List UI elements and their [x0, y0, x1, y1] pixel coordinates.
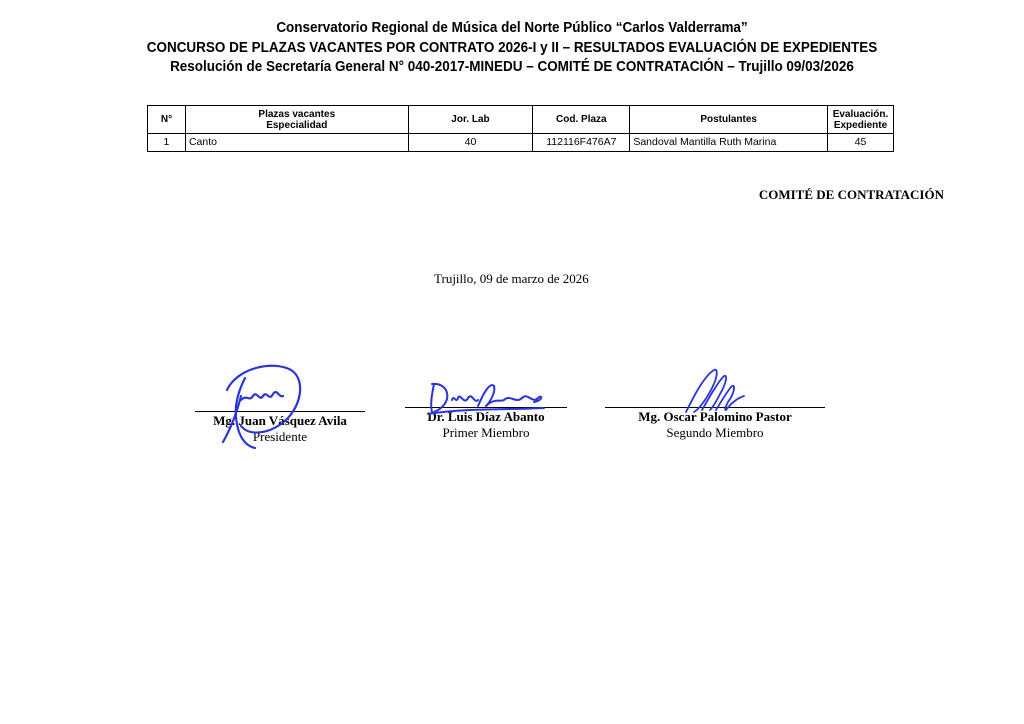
document-header — [0, 19, 1024, 78]
header-evaluacion — [828, 106, 894, 134]
place-date: Trujillo, 09 de marzo de 2026 — [434, 271, 589, 286]
header-evaluacion-line2: Expediente — [833, 119, 888, 131]
header-postulantes: Postulantes — [630, 106, 828, 134]
header-num: N° — [148, 106, 186, 134]
cell-jornada: 40 — [408, 134, 533, 152]
committee-title: COMITÉ DE CONTRATACIÓN — [758, 187, 944, 202]
handwritten-signature-president — [215, 362, 307, 452]
header-plazas — [185, 106, 408, 134]
table-header-row — [148, 106, 894, 134]
cell-num: 1 — [148, 134, 186, 152]
signatory-role: Presidente — [252, 429, 308, 444]
contest-title: CONCURSO DE PLAZAS VACANTES POR CONTRATO 2026-I y II – RESULTADOS EVALUACIÓN DE EXPEDIENTES — [146, 39, 878, 56]
signatory-name: Mg. Juan Vásquez Avila — [213, 413, 347, 428]
signatory-role: Primer Miembro — [442, 425, 530, 440]
resolution-line: Resolución de Secretaría General N° 040-2017-MINEDU – COMITÉ DE CONTRATACIÓN – Trujillo 09/03/2026 — [170, 59, 854, 75]
cell-evaluacion: 45 — [828, 134, 894, 152]
cell-codigo: 112116F476A7 — [533, 134, 630, 152]
header-plazas-line1: Plazas vacantes — [258, 108, 336, 120]
handwritten-signature-second-member — [682, 366, 746, 418]
signatory-name: Mg. Oscar Palomino Pastor — [638, 409, 792, 424]
cell-postulante: Sandoval Mantilla Ruth Marina — [630, 134, 828, 152]
institution-title: Conservatorio Regional de Música del Norte Público “Carlos Valderrama” — [276, 20, 748, 36]
results-table — [147, 105, 894, 152]
header-jornada: Jor. Lab — [408, 106, 533, 134]
header-plazas-line2: Especialidad — [266, 119, 328, 131]
header-codigo: Cod. Plaza — [533, 106, 630, 134]
cell-especialidad: Canto — [185, 134, 408, 152]
handwritten-signature-first-member — [424, 378, 548, 418]
header-evaluacion-line1: Evaluación. — [832, 108, 889, 120]
table-row — [148, 134, 894, 152]
signatory-name: Dr. Luis Díaz Abanto — [427, 409, 545, 424]
signatory-role: Segundo Miembro — [666, 425, 764, 440]
